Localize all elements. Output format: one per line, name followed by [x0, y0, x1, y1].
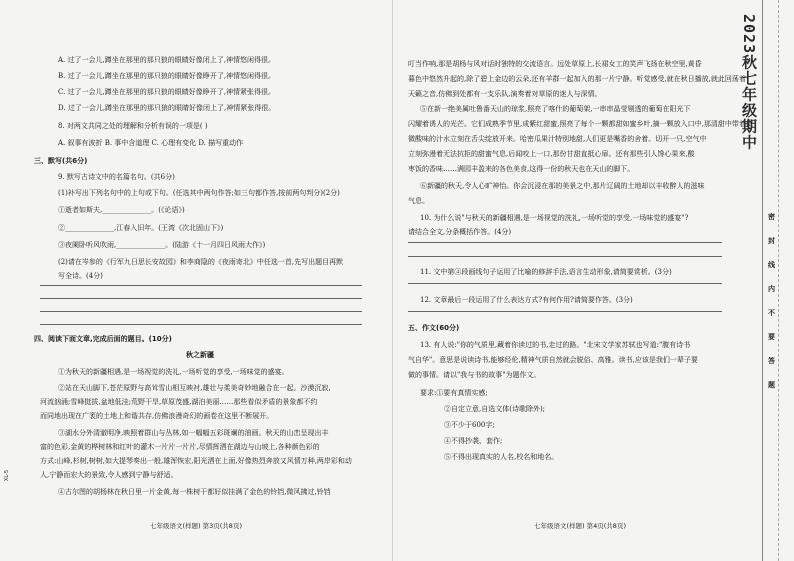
binding-rule: [762, 0, 763, 561]
text-line: 人,宁静而宏大的景致,令人感到宁静与舒适。: [40, 471, 178, 479]
section-heading: 五、作文(60分): [408, 324, 460, 332]
text-line: ④古尔图的胡杨林在秋日里一片金黄,每一株树干都好似挂满了金色的铃铛,微风拂过,铃铛: [58, 488, 331, 496]
text-line: 11. 文中第④段画线句子运用了比喻的修辞手法,语言生动形象,请简要赏析。(3分): [420, 268, 672, 276]
page-left: [0, 0, 390, 561]
text-line: ②自定立意,自选文体(诗歌除外);: [444, 405, 546, 413]
text-line: 河流汹涌;雪峰挺拔,盆地低洼;荒野干旱,草原茂盛,湖泊美丽……那些看似矛盾的景象都不约: [40, 398, 318, 406]
section-heading: 秋之新疆: [186, 351, 214, 359]
text-line: ⑥新疆的秋天,令人心旷神怡。你会沉浸在那的美景之中,那片辽阔的土地却以丰收醉人的滋味: [420, 182, 705, 190]
binding-label: 答: [768, 357, 775, 365]
text-line: 9. 默写古诗文中的名篇名句。(共6分): [58, 173, 175, 181]
text-line: ①为秋天的新疆相遇,是一场视觉的洗礼,一场听觉的享受,一场味觉的盛宴。: [58, 368, 289, 376]
text-line: 写全诗。(4分): [58, 272, 103, 280]
answer-line: [408, 256, 722, 257]
text-line: 请结合全文,分条概括作答。(4分): [408, 228, 512, 236]
text-line: 方式:山峰,杉树,树树,如大提琴奏出一般,雄浑恢宏,阳光洒在上面,好像热烈奔放又风情万种,两岸彩和动: [40, 457, 352, 465]
text-line: 暮色中悠然升起的,除了碧上金边的云朵,还有羊群一起加入的那一片宁静。听觉感受,就在秋日播放,就此回荡着: [408, 75, 746, 83]
text-line: A. 过了一会儿,蹲坐在那里的那只狼的眼睛好像闭上了,神情悠闲得很。: [58, 56, 275, 64]
exam-stamp: 2023秋七年级期中: [740, 14, 758, 151]
page-footer-left: 七年级语文(样题) 第3页(共8页): [150, 522, 242, 530]
text-line: C. 过了一会儿,蹲坐在那里的那只狼的眼睛好像睁开了,神情紧张得很。: [58, 88, 276, 96]
side-mark: XL-5: [4, 470, 10, 482]
answer-line: [40, 298, 362, 299]
text-line: 叮当作响,那是胡杨与风对话时独特的交流语言。远处草原上,长裙女工的笑声飞扬在秋空里,黄昏: [408, 60, 702, 68]
text-line: B. 过了一会儿,蹲坐在那里的那只狼的眼睛好像睁开了,神情悠闲得很。: [58, 72, 276, 80]
text-line: ⑤不得出现真实的人名,校名和地名。: [444, 453, 559, 461]
text-line: 微酸味的汁水立刻在舌尖绽放开来。哈密瓜果汁特别地甜,人们更是嘴香的舍着。切开一只,空气中: [408, 135, 707, 143]
answer-line: [40, 285, 362, 286]
binding-label: 要: [768, 333, 775, 341]
binding-label: 内: [768, 285, 775, 293]
text-line: 天籁之音,仿佛到处都有一支乐队,演奏着对草原的迷人与深情。: [408, 90, 602, 98]
binding-label: 封: [768, 237, 775, 245]
section-heading: 四、阅读下面文章,完成后面的题目。(10分): [34, 335, 172, 343]
answer-line: [40, 311, 362, 312]
page-footer-right: 七年级语文(样题) 第4页(共8页): [534, 522, 626, 530]
binding-dashed-line: [778, 0, 779, 561]
text-line: ②站在天山脚下,苍茫原野与高耸雪山相互映衬,雄壮与柔美奇妙地融合在一起。沙漠沉寂,: [58, 384, 331, 392]
binding-label: 题: [768, 381, 775, 389]
binding-strip: [730, 0, 794, 561]
text-line: 8. 对两文共同之处的理解和分析有误的一项是( ): [58, 122, 208, 130]
text-line: D. 过了一会儿,蹲坐在那里的那只狼的眼睛好像闭上了,神情紧张得很。: [58, 104, 276, 112]
page-fold: [392, 0, 393, 561]
binding-label: 不: [768, 309, 775, 317]
text-line: (2)请在岑参的《行军九日思长安故园》和李商隐的《夜雨寄北》中任选一首,先写出题目再默: [58, 258, 344, 266]
text-line: ③湖水分外清澈明净,映照着群山与丛林,如一幅幅五彩斑斓的油画。秋天的山峦呈现出丰: [58, 429, 329, 437]
text-line: 气自华"。意思是说读诗书,能够经伦,精神气质自然就会脱俗、高雅。读书,应该是我们一辈子要: [408, 356, 698, 364]
binding-label: 线: [768, 261, 775, 269]
answer-line: [408, 283, 722, 284]
text-line: 闪耀着诱人的光芒。它们成熟季节里,成紫红甜蜜,照亮了每个一颗都甜如蜜乡叶,摘一颗放入口中,那清甜中带着微: [408, 120, 753, 128]
text-line: (1)补写出下列名句中的上句或下句。(任选其中两句作答;如三句都作答,按前两句判分)(2分): [58, 189, 340, 197]
answer-line: [408, 311, 722, 312]
text-line: 13. 有人说:"你的气质里,藏着你读过的书,走过的路。"北宋文学家苏轼也写道:"腹有诗书: [420, 341, 691, 349]
answer-line: [408, 242, 722, 243]
text-line: ③不少于600字;: [444, 421, 495, 429]
text-line: 做的事情。请以"我与书的故事"为题作文。: [408, 371, 541, 379]
binding-label: 密: [768, 213, 775, 221]
text-line: ①逝者如斯夫,______________。(《论语》): [58, 206, 185, 214]
answer-line: [40, 324, 362, 325]
text-line: 枣饭的香味……满园丰盈来的各色美食,这得一份的秋天也在天山的脚下。: [408, 165, 635, 173]
text-line: 立刻弥漫着无法抗拒的甜蜜气息,后闻咬上一口,那份甘甜直抵心扉。还有那些引人馋心果来,酸: [408, 150, 695, 158]
text-line: 10. 为什么说"与秋天的新疆相遇,是一场视觉的洗礼,一场听觉的享受,一场味觉的盛宴"?: [420, 214, 689, 222]
text-line: ④不得抄袭、套作;: [444, 437, 503, 445]
text-line: ②______________,江春入旧年。(王湾《次北固山下》): [58, 224, 224, 232]
text-line: 富的色彩,金黄的桦树林和红叶的灌木一片片一片片,尽情挥洒在湖边与山坡上,各种颜色彩的: [40, 443, 320, 451]
text-line: 气息。: [408, 197, 429, 205]
text-line: 而同地出现在广袤的土地上和谐共存,仿佛浪漫奇幻的画卷在这里不断展开。: [40, 412, 274, 420]
section-heading: 三、默写(共6分): [34, 157, 88, 165]
text-line: ③夜阑卧听风吹雨,______________。(陆游《十一月四日风雨大作》): [58, 241, 266, 249]
text-line: 要求:①要有真情实感;: [420, 389, 488, 397]
text-line: 12. 文章最后一段运用了什么表达方式?有何作用?请简要作答。(3分): [420, 296, 633, 304]
text-line: ⑤在新一绝美属吐鲁番天山的琼浆,照亮了喀什的葡萄架,一串串晶莹剔透的葡萄在阳光下: [420, 105, 691, 113]
text-line: A. 叙事有波折 B. 事中含道理 C. 心理有变化 D. 描写重动作: [58, 139, 244, 147]
